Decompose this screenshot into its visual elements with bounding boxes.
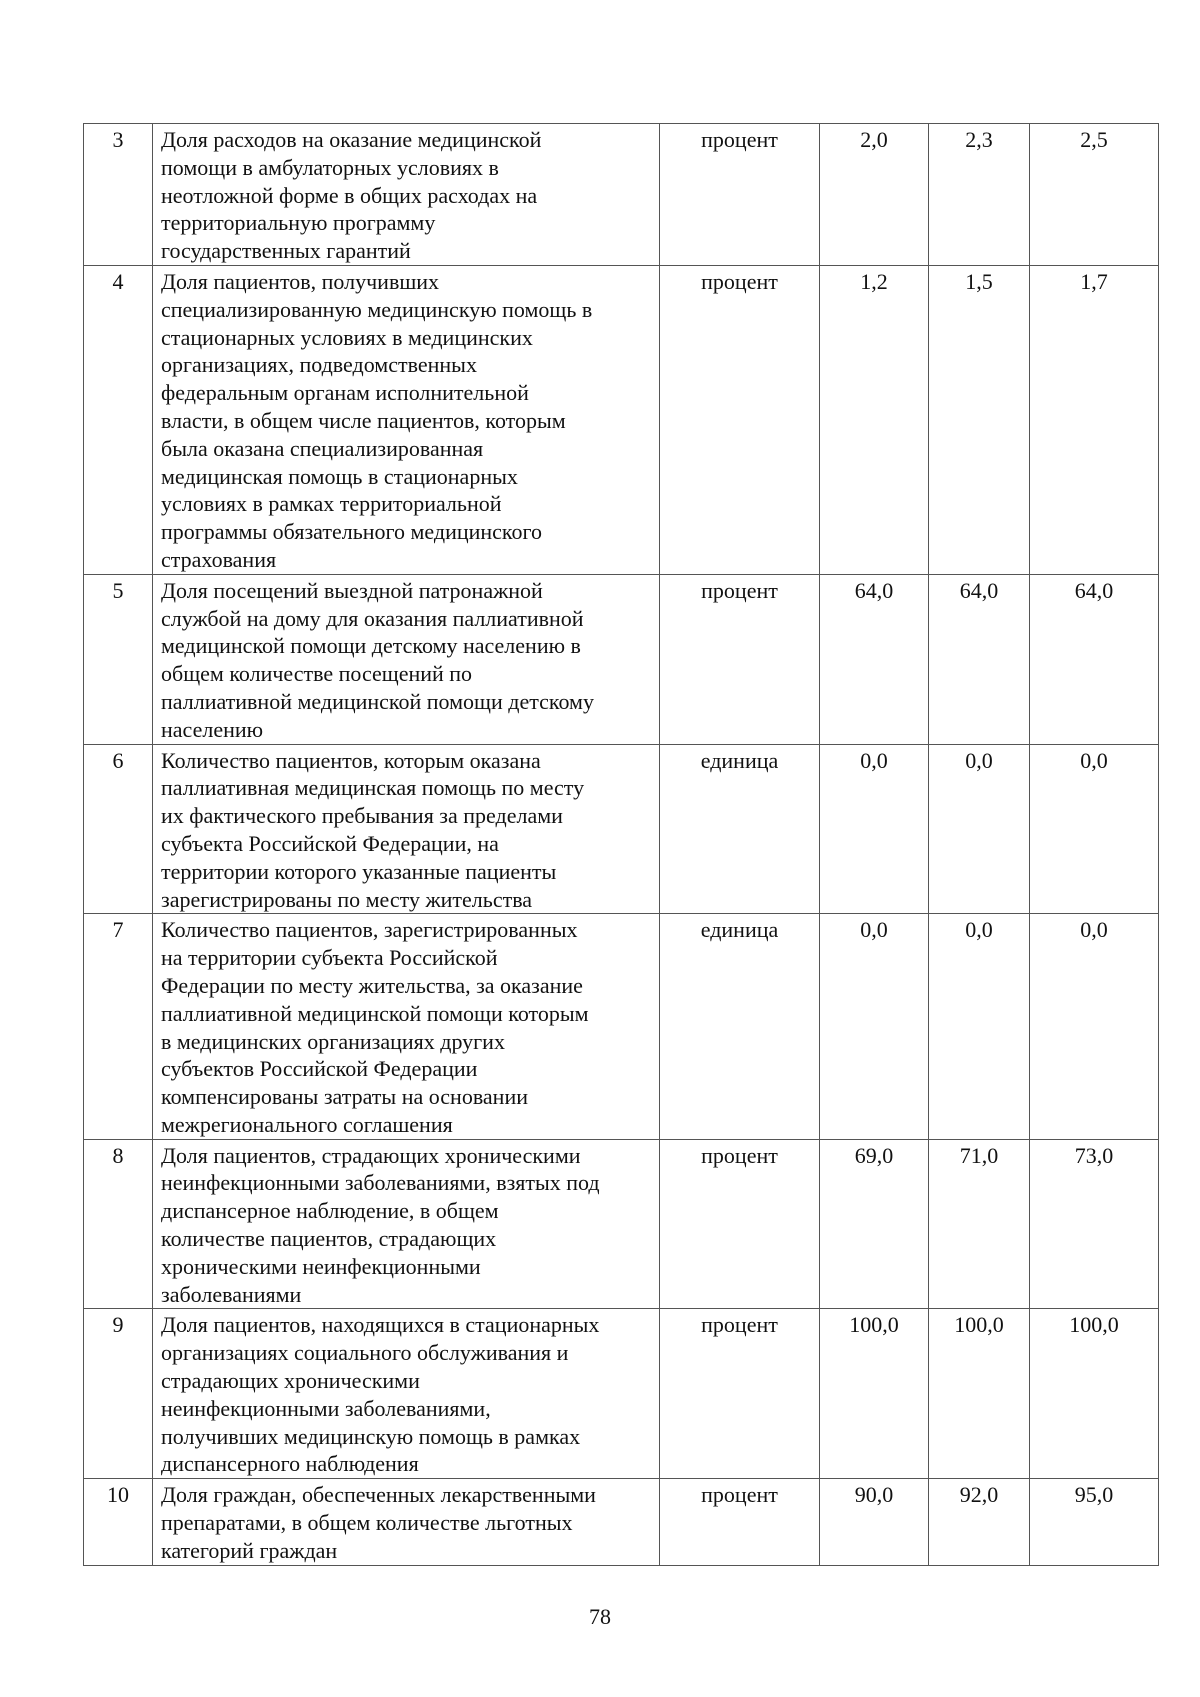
indicator-name-line: неинфекционными заболеваниями, взятых под [161, 1170, 600, 1196]
table-row [84, 574, 1159, 744]
indicator-name-line: паллиативная медицинская помощь по месту [161, 775, 585, 801]
value-1-cell: 1,2 [820, 265, 929, 574]
table-row [84, 1139, 1159, 1309]
unit-cell: процент [660, 265, 820, 574]
indicator-name-line: страхования [161, 546, 277, 572]
indicators-table-body [84, 124, 1159, 1566]
indicator-name-cell [153, 744, 660, 914]
indicator-name-line: была оказана специализированная [161, 435, 484, 461]
table-row [84, 124, 1159, 266]
value-1-cell: 2,0 [820, 124, 929, 266]
value-3-cell: 95,0 [1030, 1479, 1159, 1565]
indicator-name-line: препаратами, в общем количестве льготных [161, 1510, 573, 1536]
value-1-cell: 100,0 [820, 1309, 929, 1479]
indicator-name-line: количестве пациентов, страдающих [161, 1226, 497, 1252]
row-number-cell: 10 [84, 1479, 153, 1565]
value-2-cell: 64,0 [929, 574, 1030, 744]
indicator-name-line: Доля посещений выездной патронажной [161, 577, 543, 603]
unit-cell: процент [660, 124, 820, 266]
indicator-name-line: страдающих хроническими [161, 1368, 420, 1394]
indicator-name-line: субъекта Российской Федерации, на [161, 830, 499, 856]
value-1-cell: 90,0 [820, 1479, 929, 1565]
indicators-table [83, 123, 1159, 1566]
indicator-name-line: медицинская помощь в стационарных [161, 463, 518, 489]
value-1-cell: 64,0 [820, 574, 929, 744]
row-number-cell: 7 [84, 914, 153, 1139]
indicator-name-line: паллиативной медицинской помощи детскому [161, 688, 594, 714]
indicator-name-line: Количество пациентов, которым оказана [161, 747, 541, 773]
indicator-name-line: неотложной форме в общих расходах на [161, 182, 538, 208]
indicator-name-line: диспансерного наблюдения [161, 1451, 419, 1477]
value-2-cell: 71,0 [929, 1139, 1030, 1309]
indicator-name-line: организациях социального обслуживания и [161, 1340, 569, 1366]
indicator-name-line: государственных гарантий [161, 238, 411, 264]
indicator-name-cell [153, 1479, 660, 1565]
value-3-cell: 73,0 [1030, 1139, 1159, 1309]
value-3-cell: 100,0 [1030, 1309, 1159, 1479]
indicator-name-cell [153, 1139, 660, 1309]
indicator-name-line: субъектов Российской Федерации [161, 1056, 478, 1082]
value-2-cell: 2,3 [929, 124, 1030, 266]
indicator-name-line: федеральным органам исполнительной [161, 380, 529, 406]
page-number: 78 [589, 1604, 611, 1629]
indicator-name-line: помощи в амбулаторных условиях в [161, 154, 499, 180]
table-row [84, 914, 1159, 1139]
indicator-name-line: власти, в общем числе пациентов, которым [161, 407, 566, 433]
unit-cell: процент [660, 574, 820, 744]
indicator-name-line: межрегионального соглашения [161, 1111, 453, 1137]
indicator-name-line: условиях в рамках территориальной [161, 491, 502, 517]
table-row [84, 744, 1159, 914]
indicator-name-line: территориальную программу [161, 210, 436, 236]
indicator-name-line: получивших медицинскую помощь в рамках [161, 1423, 581, 1449]
indicator-name-cell [153, 1309, 660, 1479]
value-3-cell: 1,7 [1030, 265, 1159, 574]
indicator-name-line: Доля пациентов, получивших [161, 268, 440, 294]
unit-cell: процент [660, 1309, 820, 1479]
indicator-name-line: стационарных условиях в медицинских [161, 324, 533, 350]
value-2-cell: 1,5 [929, 265, 1030, 574]
indicator-name-line: территории которого указанные пациенты [161, 858, 557, 884]
table-row [84, 1309, 1159, 1479]
indicator-name-line: организациях, подведомственных [161, 352, 477, 378]
value-2-cell: 92,0 [929, 1479, 1030, 1565]
indicator-name-line: программы обязательного медицинского [161, 519, 542, 545]
indicator-name-line: заболеваниями [161, 1281, 302, 1307]
row-number-cell: 5 [84, 574, 153, 744]
indicator-name-line: их фактического пребывания за пределами [161, 803, 563, 829]
value-3-cell: 0,0 [1030, 914, 1159, 1139]
indicator-name-line: паллиативной медицинской помощи которым [161, 1000, 589, 1026]
indicator-name-cell [153, 914, 660, 1139]
indicator-name-line: хроническими неинфекционными [161, 1253, 481, 1279]
indicator-name-line: специализированную медицинскую помощь в [161, 296, 593, 322]
row-number-cell: 9 [84, 1309, 153, 1479]
indicator-name-cell [153, 124, 660, 266]
indicator-name-line: населению [161, 716, 264, 742]
row-number-cell: 6 [84, 744, 153, 914]
indicator-name-line: Доля граждан, обеспеченных лекарственными [161, 1482, 596, 1508]
value-3-cell: 2,5 [1030, 124, 1159, 266]
indicator-name-line: Доля пациентов, находящихся в стационарных [161, 1312, 600, 1338]
indicator-name-line: неинфекционными заболеваниями, [161, 1395, 491, 1421]
indicator-name-cell [153, 265, 660, 574]
indicator-name-line: Федерации по месту жительства, за оказание [161, 972, 583, 998]
indicator-name-line: службой на дому для оказания паллиативной [161, 605, 584, 631]
indicator-name-line: зарегистрированы по месту жительства [161, 886, 533, 912]
indicator-name-line: общем количестве посещений по [161, 661, 473, 687]
indicator-name-line: Доля расходов на оказание медицинской [161, 127, 542, 152]
row-number-cell: 4 [84, 265, 153, 574]
table-row [84, 1479, 1159, 1565]
indicator-name-cell [153, 574, 660, 744]
value-1-cell: 0,0 [820, 744, 929, 914]
indicator-name-line: Доля пациентов, страдающих хроническими [161, 1142, 581, 1168]
indicator-name-line: в медицинских организациях других [161, 1028, 505, 1054]
table-row [84, 265, 1159, 574]
row-number-cell: 3 [84, 124, 153, 266]
unit-cell: процент [660, 1139, 820, 1309]
value-3-cell: 64,0 [1030, 574, 1159, 744]
value-1-cell: 0,0 [820, 914, 929, 1139]
indicator-name-line: Количество пациентов, зарегистрированных [161, 917, 578, 943]
value-2-cell: 0,0 [929, 744, 1030, 914]
unit-cell: процент [660, 1479, 820, 1565]
indicator-name-line: диспансерное наблюдение, в общем [161, 1198, 499, 1224]
indicator-name-line: категорий граждан [161, 1537, 338, 1563]
value-2-cell: 100,0 [929, 1309, 1030, 1479]
value-3-cell: 0,0 [1030, 744, 1159, 914]
indicator-name-line: медицинской помощи детскому населению в [161, 633, 581, 659]
row-number-cell: 8 [84, 1139, 153, 1309]
unit-cell: единица [660, 744, 820, 914]
indicator-name-line: на территории субъекта Российской [161, 945, 498, 971]
value-1-cell: 69,0 [820, 1139, 929, 1309]
unit-cell: единица [660, 914, 820, 1139]
value-2-cell: 0,0 [929, 914, 1030, 1139]
indicator-name-line: компенсированы затраты на основании [161, 1084, 529, 1110]
